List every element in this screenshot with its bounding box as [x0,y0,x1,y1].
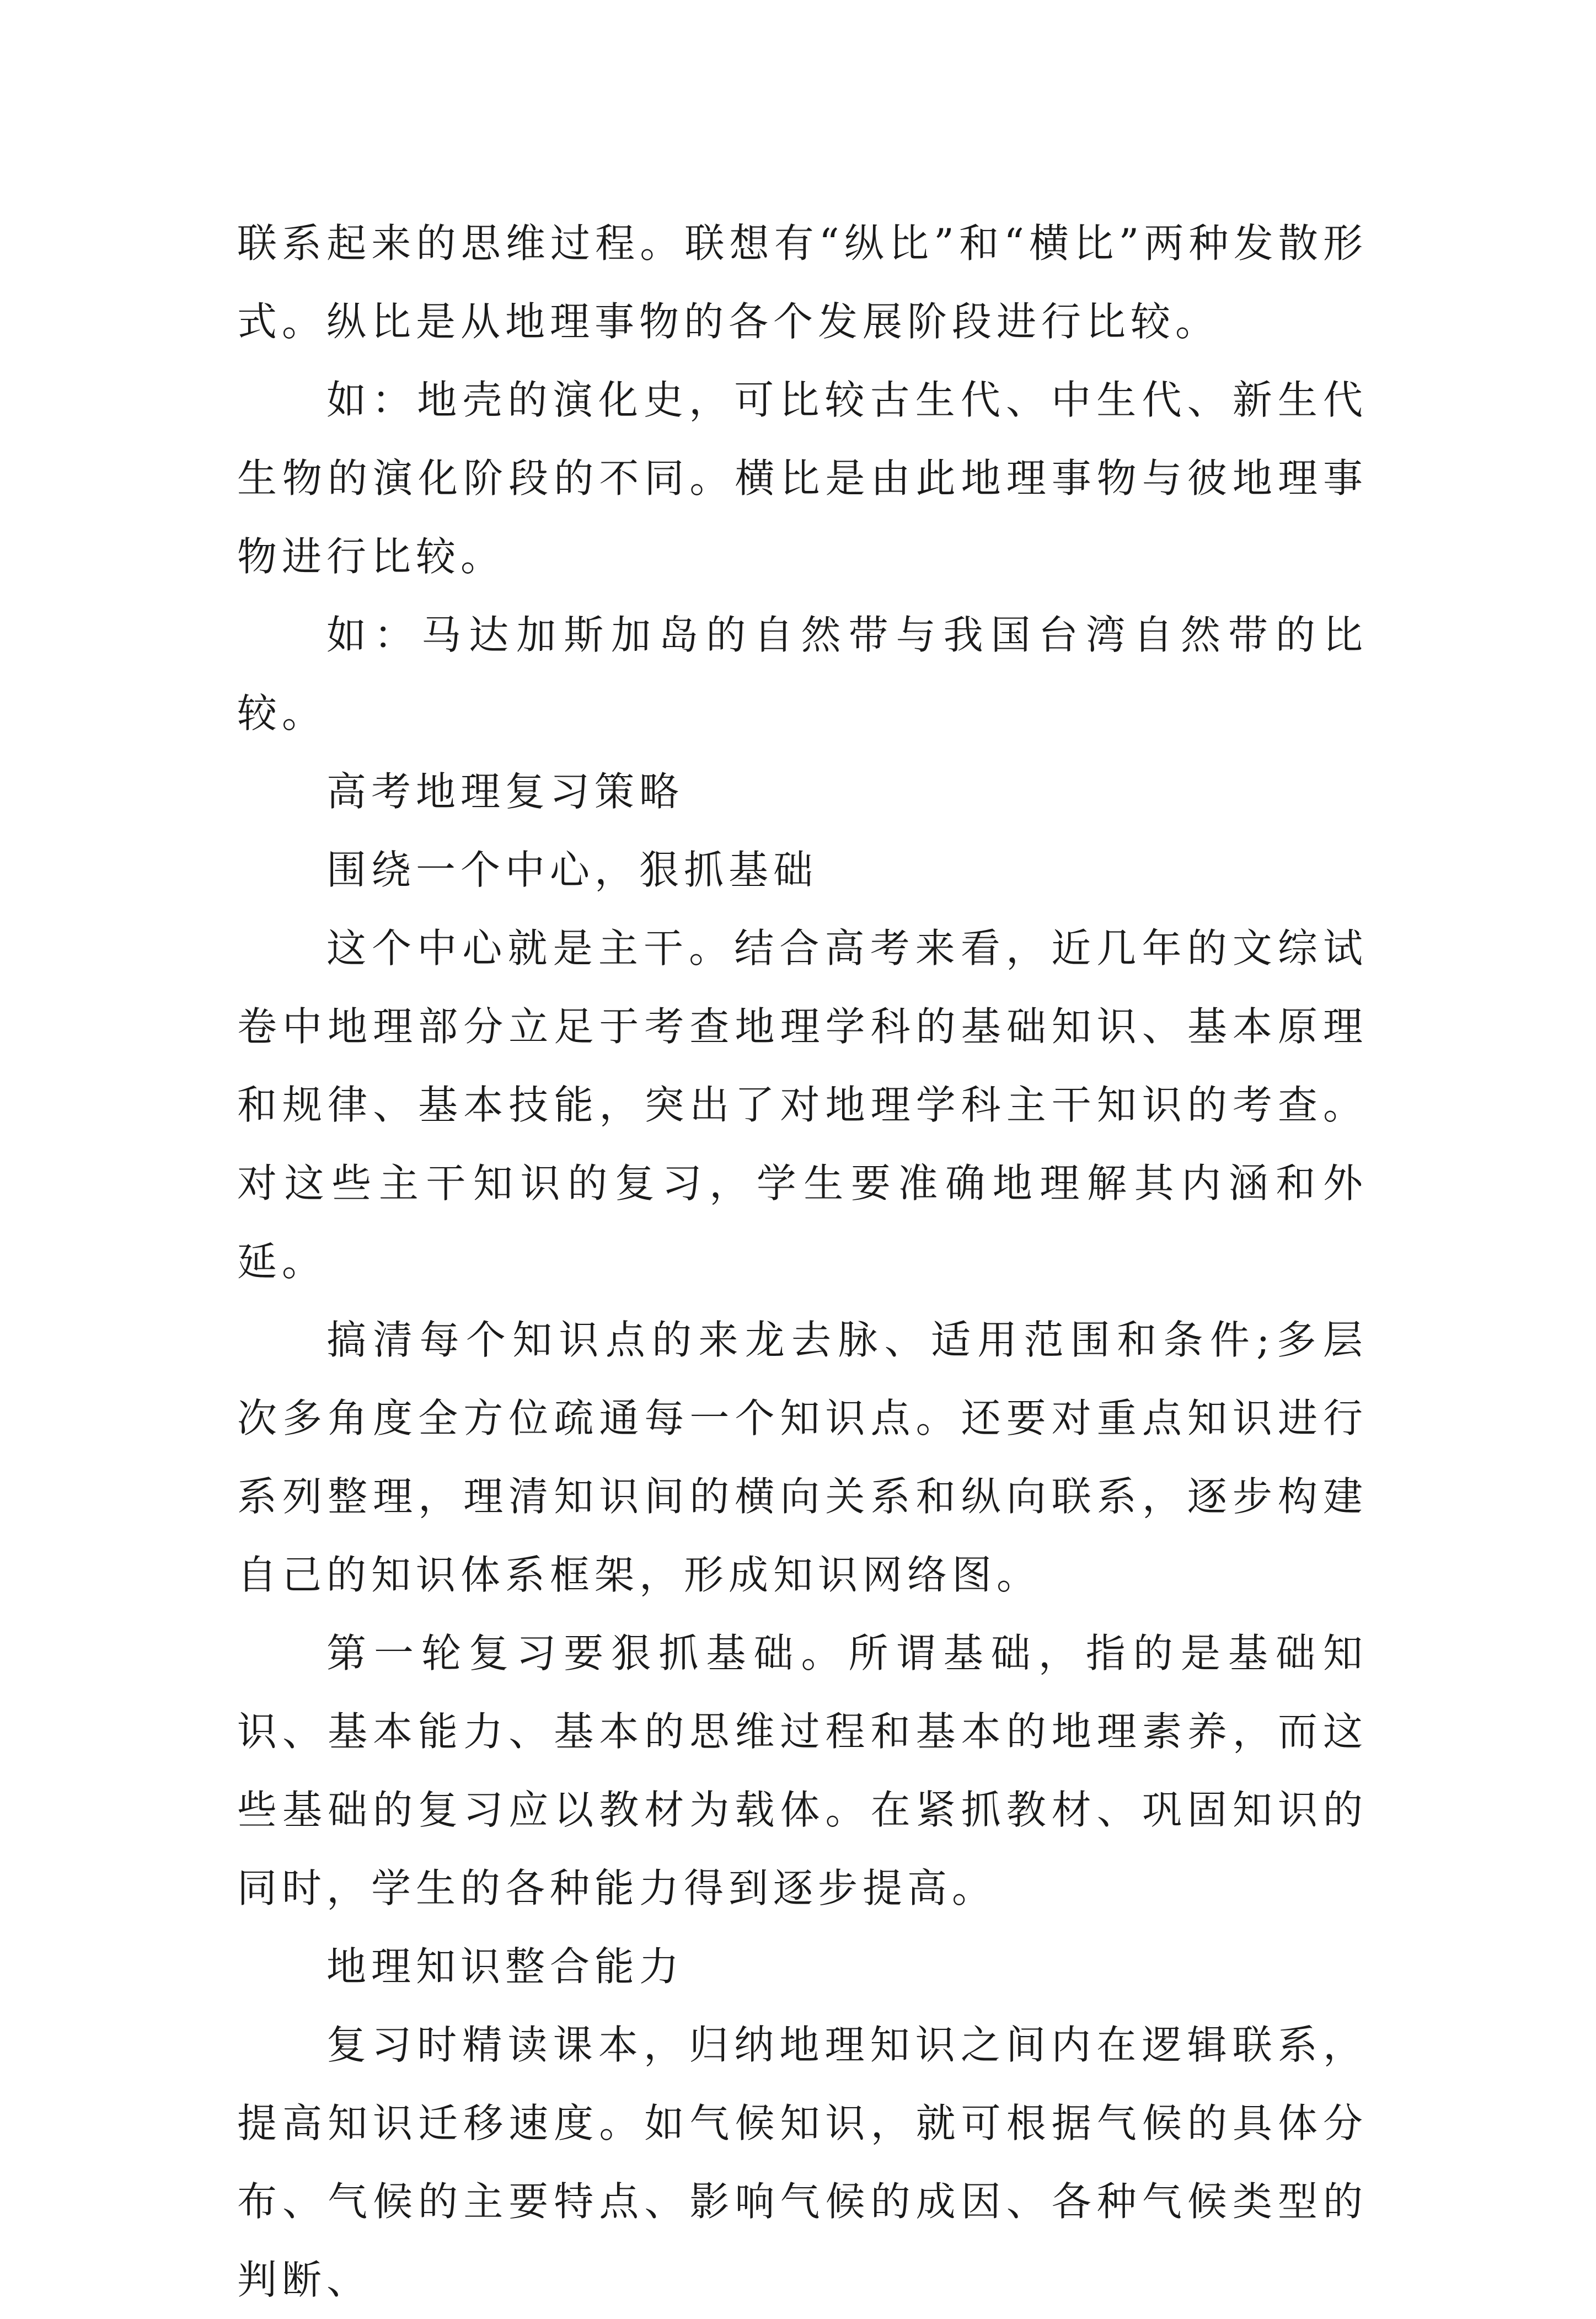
document-body [237,204,1368,2319]
paragraph: 如：马达加斯加岛的自然带与我国台湾自然带的比较。 [237,612,1368,736]
paragraph: 第一轮复习要狠抓基础。所谓基础，指的是基础知识、基本能力、基本的思维过程和基本的地理素养，而这些基础的复习应以教材为载体。在紧抓教材、巩固知识的同时，学生的各种能力得到逐步提高。 [237,1630,1368,1911]
paragraph: 搞清每个知识点的来龙去脉、适用范围和条件;多层次多角度全方位疏通每一个知识点。还要对重点知识进行系列整理，理清知识间的横向关系和纵向联系，逐步构建自己的知识体系框架，形成知识网络图。 [237,1317,1368,1598]
subsection-heading: 地理知识整合能力 [326,1943,684,1990]
paragraph: 如：地壳的演化史，可比较古生代、中生代、新生代生物的演化阶段的不同。横比是由此地理事物与彼地理事物进行比较。 [237,377,1368,580]
paragraph: 联系起来的思维过程。联想有“纵比”和“横比”两种发散形式。纵比是从地理事物的各个发展阶段进行比较。 [237,220,1368,345]
paragraph: 这个中心就是主干。结合高考来看，近几年的文综试卷中地理部分立足于考查地理学科的基础知识、基本原理和规律、基本技能，突出了对地理学科主干知识的考查。对这些主干知识的复习，学生要准确地理解其内涵和外延。 [237,925,1368,1285]
subsection-heading: 围绕一个中心，狠抓基础 [326,847,818,893]
paragraph: 复习时精读课本，归纳地理知识之间内在逻辑联系，提高知识迁移速度。如气候知识，就可根据气候的具体分布、气候的主要特点、影响气候的成因、各种气候类型的判断、 [237,2022,1368,2303]
section-heading: 高考地理复习策略 [326,768,684,815]
